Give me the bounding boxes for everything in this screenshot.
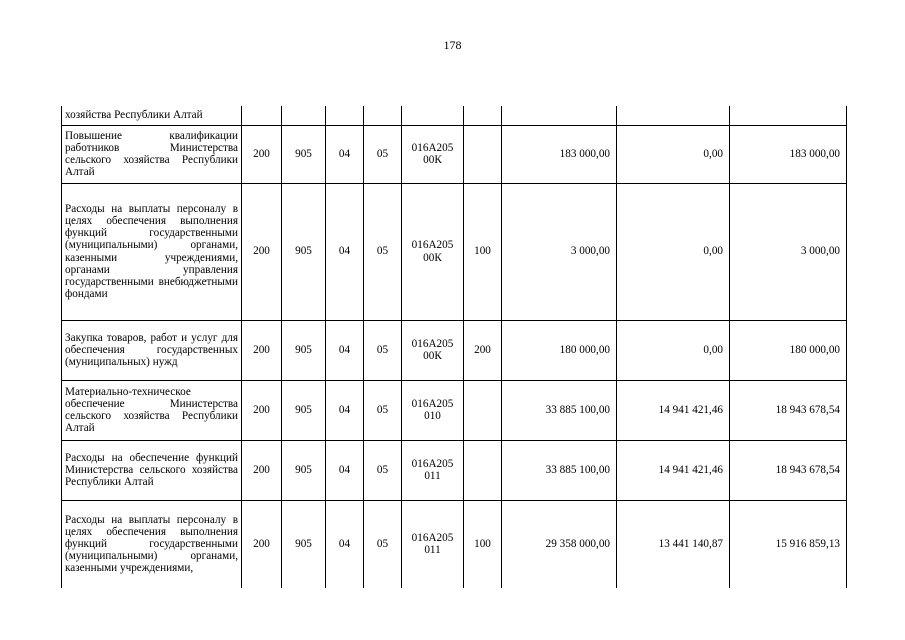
table-row	[62, 320, 847, 380]
cell-subsection-code: 05	[364, 183, 402, 320]
cell-ministry-code: 200	[242, 320, 282, 380]
cell-subsection-code: 05	[364, 320, 402, 380]
cell-section-code: 04	[326, 320, 364, 380]
cell-ministry-code: 200	[242, 380, 282, 440]
cell-expense-type	[464, 380, 502, 440]
table-row	[62, 183, 847, 320]
cell-ministry-code: 200	[242, 500, 282, 588]
cell-remaining-amount: 18 943 678,54	[730, 380, 847, 440]
row-name: Расходы на выплаты персоналу в целях обеспечения выполнения функций государственными (муниципальными) органами, казенными учреждениями,	[62, 500, 242, 588]
cell-section-code: 04	[326, 500, 364, 588]
cell-section-code: 04	[326, 440, 364, 500]
cell-target-article: 016А205 00К	[402, 320, 464, 380]
cell-remaining-amount: 3 000,00	[730, 183, 847, 320]
cell-expense-type: 100	[464, 183, 502, 320]
cell-remaining-amount: 18 943 678,54	[730, 440, 847, 500]
row-name: Расходы на выплаты персоналу в целях обеспечения выполнения функций государственными (муниципальными) органами, казенными учреждениями, органами управления государственными внебюджетными фондами	[62, 183, 242, 320]
cell-planned-amount: 29 358 000,00	[502, 500, 617, 588]
budget-table	[61, 106, 847, 588]
cell-executed-amount: 0,00	[617, 125, 730, 183]
table-row	[62, 440, 847, 500]
cell-ministry-code: 200	[242, 183, 282, 320]
row-name: Повышение квалификации работников Министерства сельского хозяйства Республики Алтай	[62, 125, 242, 183]
cell-planned-amount: 183 000,00	[502, 125, 617, 183]
row-name: Закупка товаров, работ и услуг для обеспечения государственных (муниципальных) нужд	[62, 320, 242, 380]
cell-department-code: 905	[282, 183, 326, 320]
cell-executed-amount: 13 441 140,87	[617, 500, 730, 588]
cell-planned-amount: 33 885 100,00	[502, 440, 617, 500]
cell-ministry-code	[242, 106, 282, 125]
cell-department-code: 905	[282, 500, 326, 588]
cell-subsection-code: 05	[364, 125, 402, 183]
cell-subsection-code: 05	[364, 380, 402, 440]
row-name: Расходы на обеспечение функций Министерства сельского хозяйства Республики Алтай	[62, 440, 242, 500]
cell-ministry-code: 200	[242, 440, 282, 500]
cell-target-article: 016А205 010	[402, 380, 464, 440]
cell-section-code: 04	[326, 125, 364, 183]
cell-executed-amount	[617, 106, 730, 125]
row-name: хозяйства Республики Алтай	[62, 106, 242, 125]
page-number: 178	[443, 38, 462, 52]
cell-subsection-code: 05	[364, 500, 402, 588]
cell-section-code: 04	[326, 183, 364, 320]
cell-planned-amount: 33 885 100,00	[502, 380, 617, 440]
cell-ministry-code: 200	[242, 125, 282, 183]
cell-target-article: 016А205 011	[402, 500, 464, 588]
cell-remaining-amount	[730, 106, 847, 125]
table-row	[62, 125, 847, 183]
table-row	[62, 380, 847, 440]
cell-expense-type	[464, 106, 502, 125]
cell-remaining-amount: 15 916 859,13	[730, 500, 847, 588]
cell-department-code	[282, 106, 326, 125]
cell-target-article: 016А205 00К	[402, 183, 464, 320]
table-row	[62, 106, 847, 125]
cell-planned-amount	[502, 106, 617, 125]
cell-expense-type	[464, 125, 502, 183]
cell-expense-type: 100	[464, 500, 502, 588]
cell-subsection-code: 05	[364, 440, 402, 500]
cell-subsection-code	[364, 106, 402, 125]
cell-department-code: 905	[282, 440, 326, 500]
cell-expense-type	[464, 440, 502, 500]
cell-remaining-amount: 180 000,00	[730, 320, 847, 380]
cell-executed-amount: 0,00	[617, 183, 730, 320]
row-name: Материально-техническое обеспечение Министерства сельского хозяйства Республики Алтай	[62, 380, 242, 440]
cell-target-article	[402, 106, 464, 125]
cell-department-code: 905	[282, 380, 326, 440]
cell-section-code: 04	[326, 380, 364, 440]
cell-remaining-amount: 183 000,00	[730, 125, 847, 183]
cell-executed-amount: 0,00	[617, 320, 730, 380]
cell-planned-amount: 180 000,00	[502, 320, 617, 380]
cell-expense-type: 200	[464, 320, 502, 380]
cell-planned-amount: 3 000,00	[502, 183, 617, 320]
cell-executed-amount: 14 941 421,46	[617, 440, 730, 500]
cell-section-code	[326, 106, 364, 125]
cell-department-code: 905	[282, 320, 326, 380]
cell-department-code: 905	[282, 125, 326, 183]
cell-target-article: 016А205 011	[402, 440, 464, 500]
cell-executed-amount: 14 941 421,46	[617, 380, 730, 440]
cell-target-article: 016А205 00К	[402, 125, 464, 183]
table-row	[62, 500, 847, 588]
